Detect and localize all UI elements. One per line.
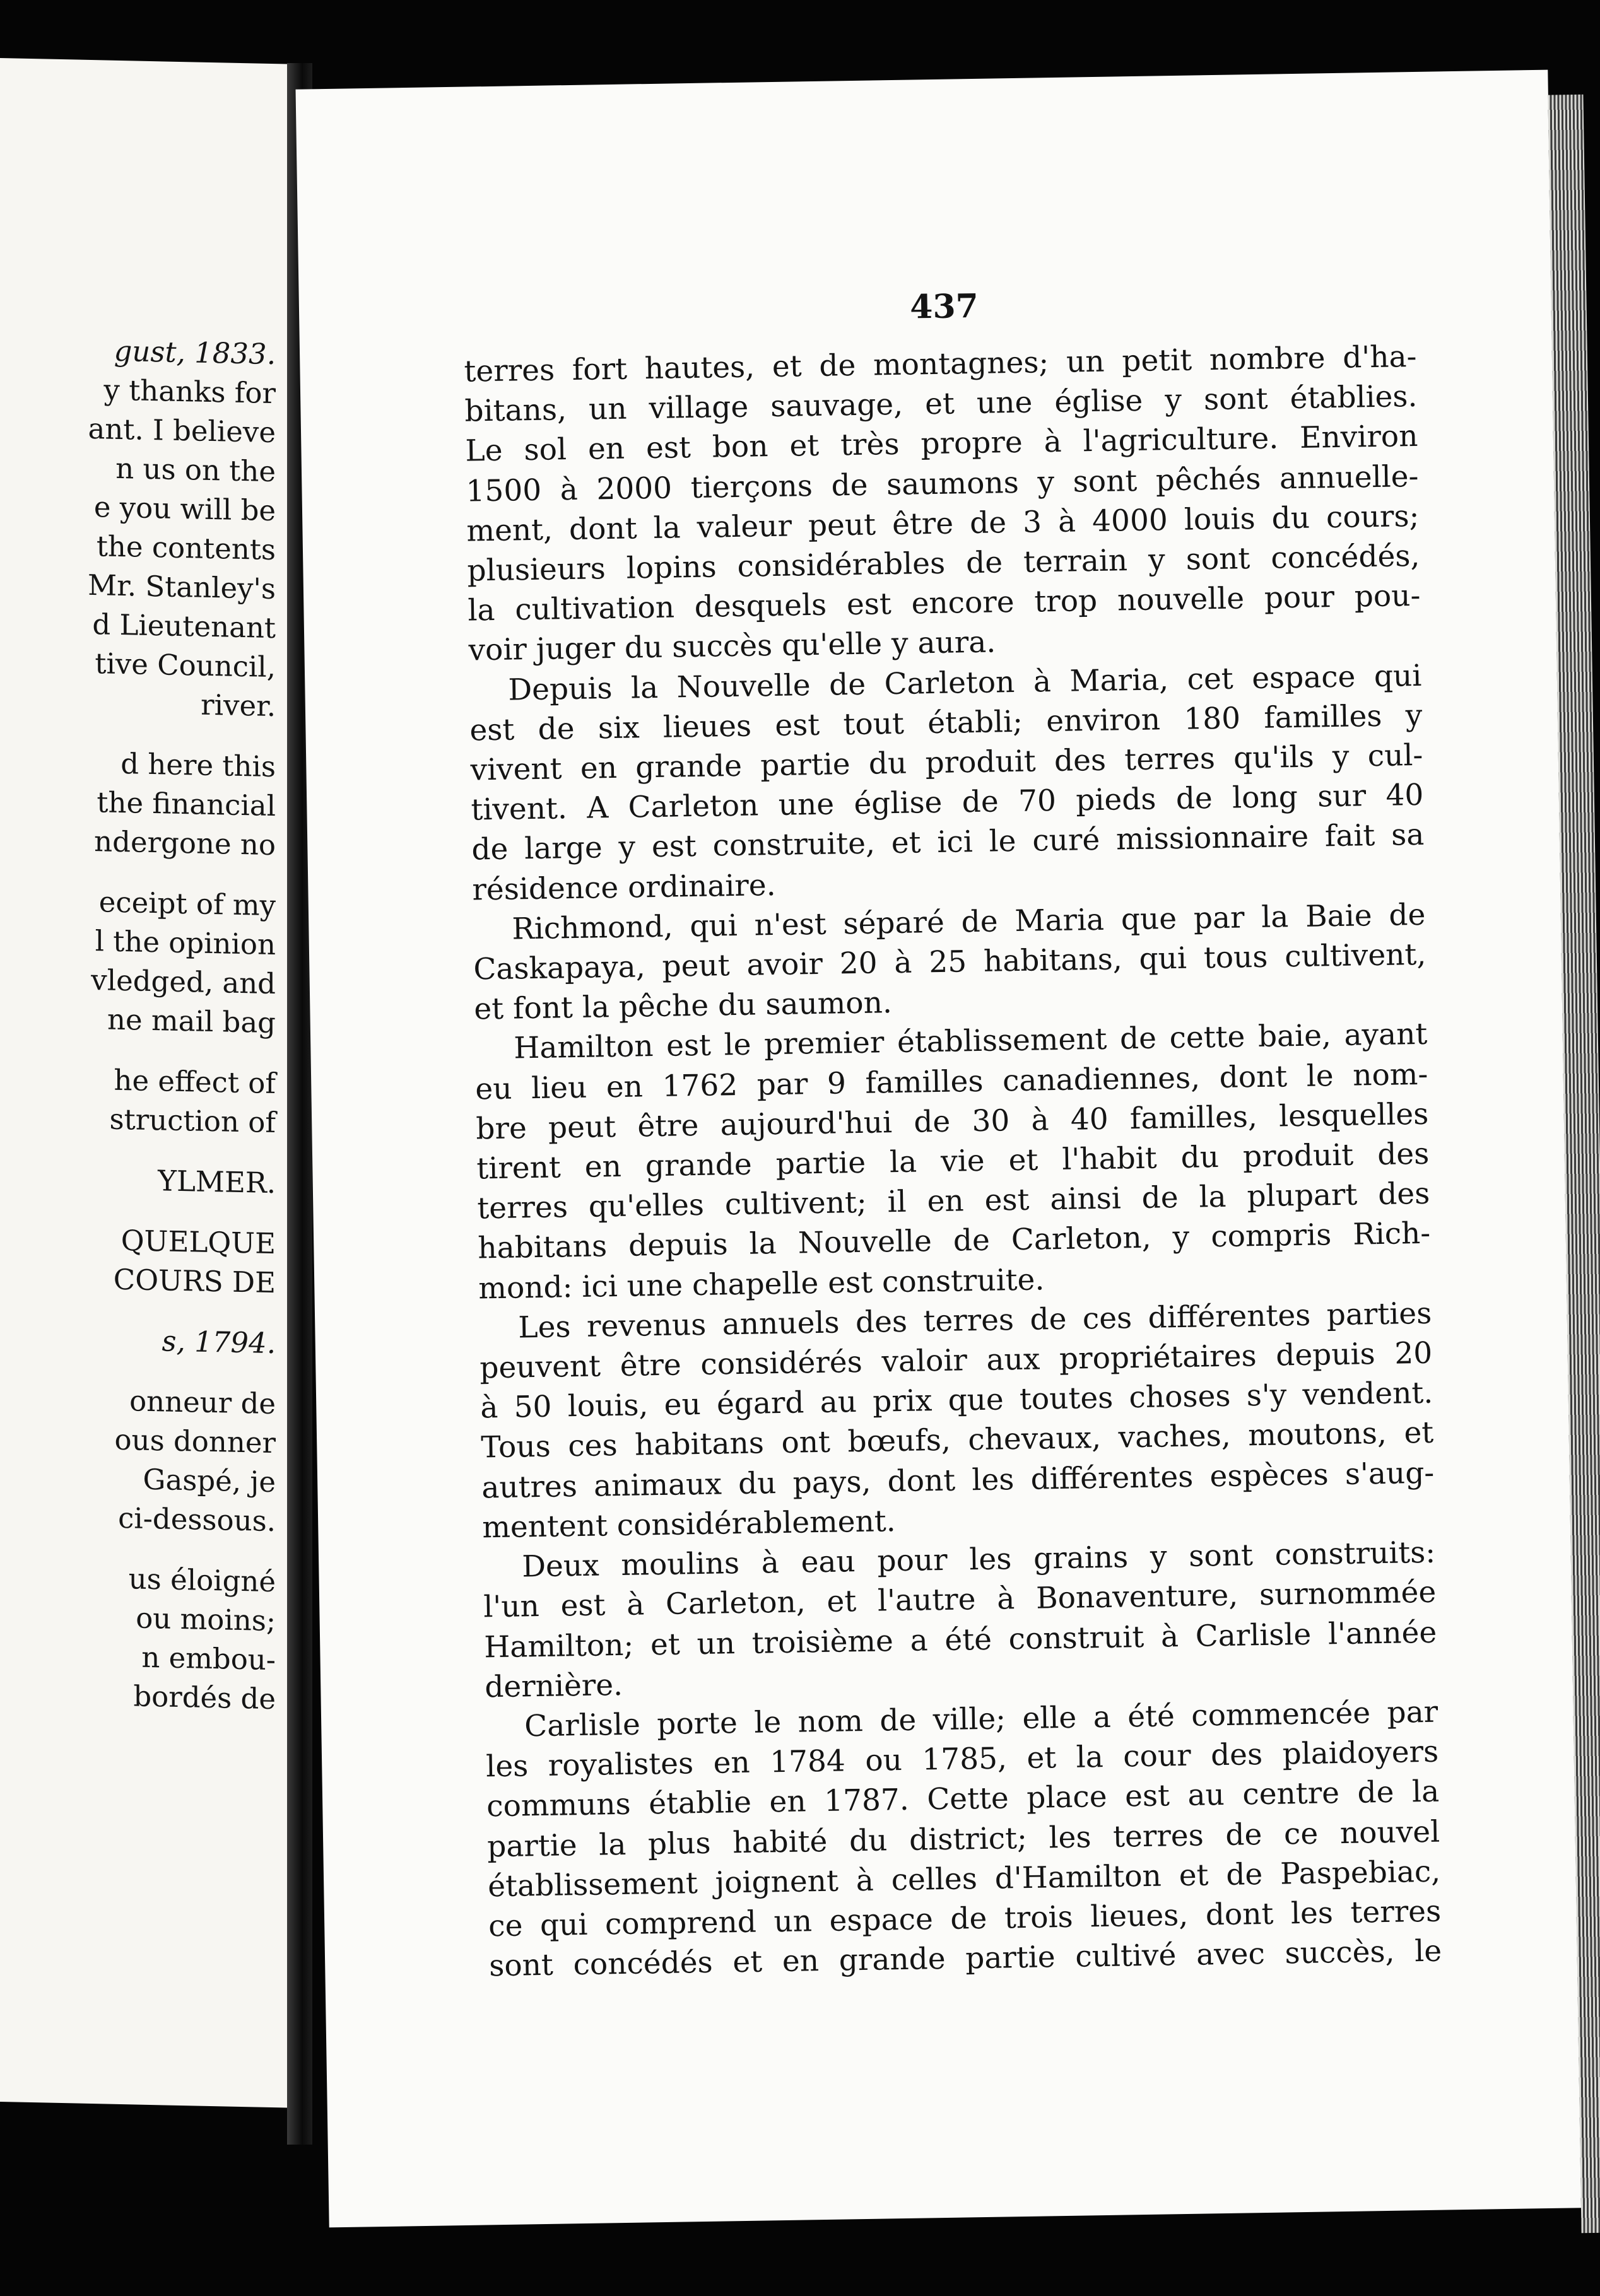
text-line: dernière.: [484, 1667, 623, 1705]
previous-page-line: ou moins;: [136, 1601, 276, 1638]
text-line: habitans depuis la Nouvelle de Carleton, y compris Rich-: [477, 1216, 1431, 1266]
text-line: terres fort hautes, et de montagnes; un petit nombre d'ha-: [464, 339, 1417, 389]
previous-page-line: y thanks for: [103, 373, 276, 411]
text-line: Carlisle porte le nom de ville; elle a été commencée par: [524, 1694, 1438, 1744]
text-line: Deux moulins à eau pour les grains y sont construits:: [521, 1535, 1436, 1584]
previous-page-line: d here this: [121, 747, 276, 784]
text-line: Les revenus annuels des terres de ces différentes parties: [517, 1296, 1432, 1345]
text-line: communs établie en 1787. Cette place est au centre de la: [486, 1774, 1440, 1824]
previous-page-line: gust, 1833.: [114, 334, 276, 372]
text-line: Depuis la Nouvelle de Carleton à Maria, cet espace qui: [508, 658, 1422, 708]
text-line: ce qui comprend un espace de trois lieues, dont les terres: [488, 1894, 1442, 1944]
page-437: [295, 70, 1581, 2228]
text-line: ment, dont la valeur peut être de 3 à 4000 louis du cours;: [466, 498, 1420, 549]
text-line: la cultivation desquels est encore trop nouvelle pour pou-: [468, 578, 1421, 628]
previous-page-line: vledged, and: [91, 963, 276, 1001]
body-text: [464, 337, 1442, 1986]
text-line: vivent en grande partie du produit des terres qu'ils y cul-: [470, 737, 1423, 788]
previous-page-line: he effect of: [114, 1063, 276, 1101]
text-line: l'un est à Carleton, et l'autre à Bonaventure, surnommée: [483, 1574, 1437, 1625]
text-line: bre peut être aujourd'hui de 30 à 40 familles, lesquelles: [475, 1096, 1429, 1147]
text-line: établissement joignent à celles d'Hamilton et de Paspebiac,: [487, 1854, 1441, 1904]
text-line: tirent en grande partie la vie et l'habit du produit des: [476, 1136, 1430, 1186]
previous-page-line: ant. I believe: [88, 411, 276, 450]
text-line: de large y est construite, et ici le curé missionnaire fait sa: [471, 817, 1425, 867]
previous-page-line: Gaspé, je: [143, 1462, 276, 1499]
text-line: est de six lieues est tout établi; environ 180 familles y: [469, 698, 1423, 748]
text-line: peuvent être considérés valoir aux propriétaires depuis 20: [479, 1335, 1433, 1386]
text-line: 1500 à 2000 tierçons de saumons y sont pêchés annuelle-: [466, 459, 1419, 509]
text-line: plusieurs lopins considérables de terrain y sont concédés,: [467, 538, 1420, 589]
text-line: Tous ces habitans ont bœufs, chevaux, vaches, moutons, et: [480, 1415, 1434, 1465]
previous-page-line: tive Council,: [95, 647, 276, 684]
previous-page-fragment: [0, 58, 287, 2108]
previous-page-line: YLMER.: [158, 1164, 276, 1200]
previous-page-line: COURS DE: [113, 1262, 276, 1300]
previous-page-line: d Lieutenant: [92, 607, 276, 645]
text-line: Caskapaya, peut avoir 20 à 25 habitans, qui tous cultivent,: [473, 937, 1426, 987]
previous-page-line: onneur de: [129, 1384, 276, 1421]
page-number: 437: [909, 286, 979, 327]
text-line: bitans, un village sauvage, et une église y sont établies.: [464, 379, 1418, 429]
text-line: mond: ici une chapelle est construite.: [478, 1262, 1045, 1306]
previous-page-line: n us on the: [115, 451, 276, 489]
previous-page-line: ci-dessous.: [118, 1501, 276, 1538]
previous-page-line: QUELQUE: [121, 1224, 276, 1261]
previous-page-line: us éloigné: [128, 1562, 276, 1599]
text-line: les royalistes en 1784 ou 1785, et la cour des plaidoyers: [485, 1734, 1439, 1784]
text-line: à 50 louis, eu égard au prix que toutes choses s'y vendent.: [479, 1376, 1433, 1426]
previous-page-line: ne mail bag: [107, 1002, 276, 1040]
previous-page-line: bordés de: [133, 1679, 276, 1716]
text-line: terres qu'elles cultivent; il en est ainsi de la plupart des: [476, 1176, 1430, 1226]
text-line: mentent considérablement.: [481, 1504, 896, 1545]
previous-page-text: [0, 329, 287, 1719]
text-line: sont concédés et en grande partie cultivé avec succès, le: [488, 1933, 1442, 1984]
previous-page-line: s, 1794.: [162, 1324, 276, 1361]
text-line: eu lieu en 1762 par 9 familles canadiennes, dont le nom-: [474, 1057, 1428, 1107]
text-line: Hamilton est le premier établissement de cette baie, ayant: [513, 1017, 1428, 1067]
previous-page-line: ous donner: [114, 1422, 276, 1460]
previous-page-line: river.: [201, 688, 276, 723]
text-line: tivent. A Carleton une église de 70 pieds de long sur 40: [471, 778, 1424, 828]
previous-page-line: the financial: [97, 785, 276, 823]
text-line: Le sol en est bon et très propre à l'agriculture. Environ: [465, 419, 1418, 469]
previous-page-line: eceipt of my: [98, 885, 276, 923]
text-line: et font la pêche du saumon.: [474, 985, 893, 1027]
text-line: résidence ordinaire.: [472, 867, 776, 908]
text-line: partie la plus habité du district; les terres de ce nouvel: [486, 1814, 1440, 1864]
previous-page-line: l the opinion: [95, 924, 276, 962]
previous-page-line: Mr. Stanley's: [88, 568, 276, 606]
previous-page-line: the contents: [96, 529, 276, 567]
previous-page-line: n embou-: [141, 1640, 276, 1677]
text-line: Hamilton; et un troisième a été construit à Carlisle l'année: [483, 1615, 1437, 1665]
text-line: voir juger du succès qu'elle y aura.: [468, 624, 996, 669]
previous-page-line: struction of: [109, 1102, 276, 1140]
text-line: Richmond, qui n'est séparé de Maria que par la Baie de: [512, 897, 1426, 947]
text-line: autres animaux du pays, dont les différentes espèces s'aug-: [481, 1455, 1435, 1506]
previous-page-line: ndergone no: [94, 824, 276, 862]
previous-page-line: e you will be: [93, 490, 276, 528]
